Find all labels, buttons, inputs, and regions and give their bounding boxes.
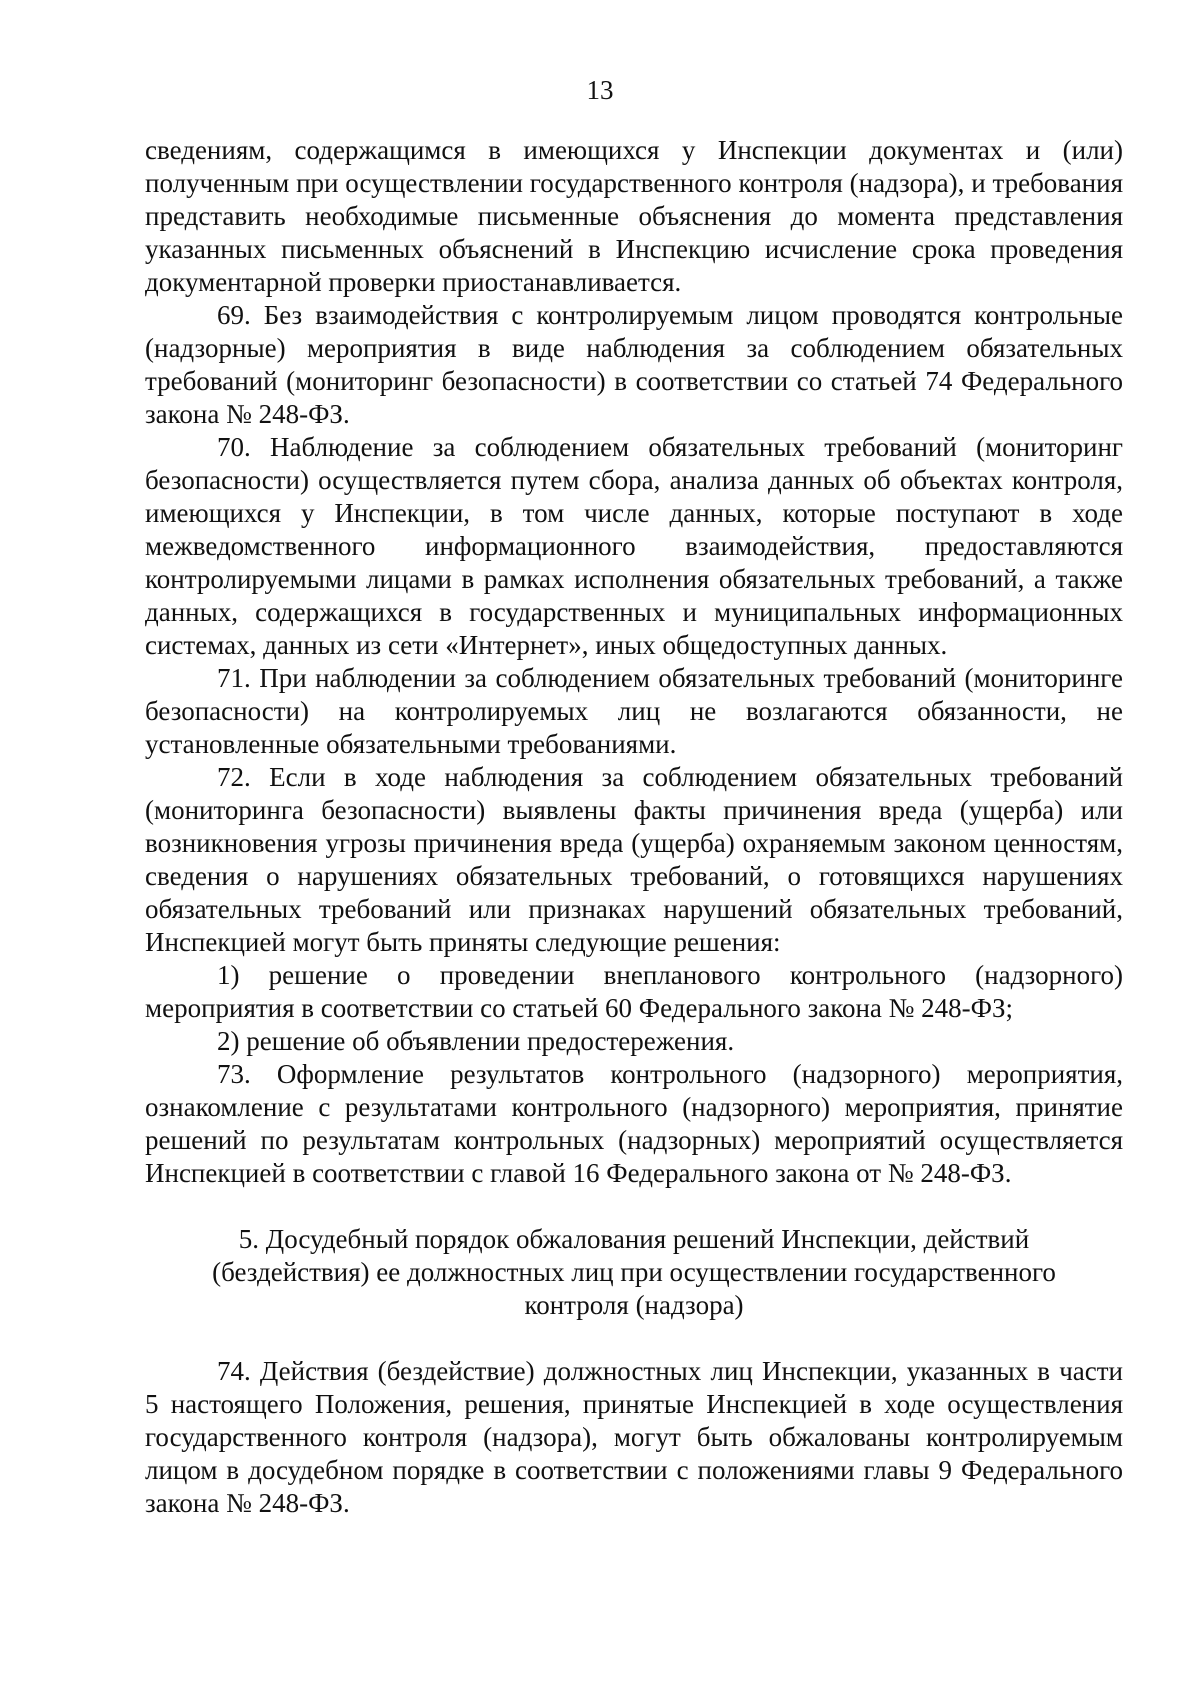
section-heading-line-3: контроля (надзора) <box>524 1290 744 1320</box>
paragraph-continuation: сведениям, содержащимся в имеющихся у Инспекции документах и (или) полученным при осуществлении государственного контроля (надзора), и требования представить необходимые письменные объяснения до момента представления указанных письменных объяснений в Инспекцию исчисление срока проведения документарной проверки приостанавливается. <box>145 135 1123 297</box>
page-number: 13 <box>586 75 614 105</box>
section-heading-line-2: (бездействия) ее должностных лиц при осуществлении государственного <box>212 1257 1056 1287</box>
paragraph-74: 74. Действия (бездействие) должностных лиц Инспекции, указанных в части 5 настоящего Положения, решения, принятые Инспекцией в ходе осуществления государственного контроля (надзора), могут быть обжалованы контролируемым лицом в досудебном порядке в соответствии с положениями главы 9 Федерального закона № 248-ФЗ. <box>145 1356 1123 1518</box>
paragraph-70: 70. Наблюдение за соблюдением обязательных требований (мониторинг безопасности) осуществляется путем сбора, анализа данных об объектах контроля, имеющихся у Инспекции, в том числе данных, которые поступают в ходе межведомственного информационного взаимодействия, предоставляются контролируемыми лицами в рамках исполнения обязательных требований, а также данных, содержащихся в государственных и муниципальных информационных системах, данных из сети «Интернет», иных общедоступных данных. <box>145 432 1123 660</box>
paragraph-72-item-1: 1) решение о проведении внепланового контрольного (надзорного) мероприятия в соответствии со статьей 60 Федерального закона № 248-ФЗ; <box>145 960 1123 1023</box>
paragraph-72: 72. Если в ходе наблюдения за соблюдением обязательных требований (мониторинга безопасности) выявлены факты причинения вреда (ущерба) или возникновения угрозы причинения вреда (ущерба) охраняемым законом ценностям, сведения о нарушениях обязательных требований, о готовящихся нарушениях обязательных требований или признаках нарушений обязательных требований, Инспекцией могут быть приняты следующие решения: <box>145 762 1123 957</box>
section-heading-line-1: 5. Досудебный порядок обжалования решений Инспекции, действий <box>238 1224 1030 1254</box>
paragraph-71: 71. При наблюдении за соблюдением обязательных требований (мониторинге безопасности) на контролируемых лиц не возлагаются обязанности, не установленные обязательными требованиями. <box>145 663 1123 759</box>
paragraph-72-item-2: 2) решение об объявлении предостережения. <box>217 1026 735 1056</box>
paragraph-73: 73. Оформление результатов контрольного (надзорного) мероприятия, ознакомление с результатами контрольного (надзорного) мероприятия, принятие решений по результатам контрольных (надзорных) мероприятий осуществляется Инспекцией в соответствии с главой 16 Федерального закона от № 248-ФЗ. <box>145 1059 1123 1188</box>
section-5-heading <box>145 1223 1123 1322</box>
document-body <box>145 134 1123 1520</box>
paragraph-69: 69. Без взаимодействия с контролируемым лицом проводятся контрольные (надзорные) мероприятия в виде наблюдения за соблюдением обязательных требований (мониторинг безопасности) в соответствии со статьей 74 Федерального закона № 248-ФЗ. <box>145 300 1123 429</box>
